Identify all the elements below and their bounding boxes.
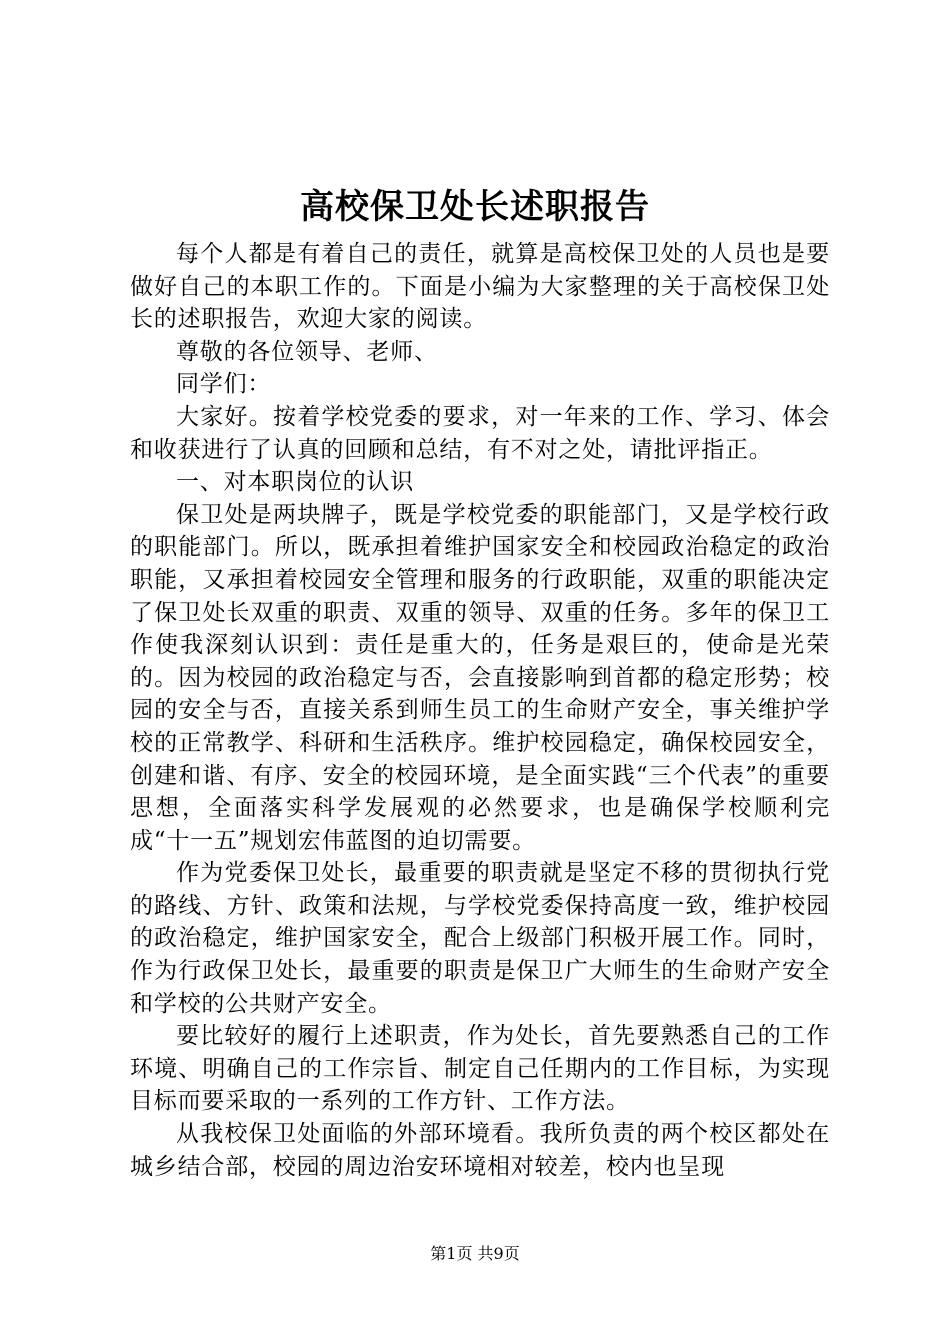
paragraph-greeting: 大家好。按着学校党委的要求，对一年来的工作、学习、体会和收获进行了认真的回顾和总结，有不对之处，请批评指正。 (130, 403, 830, 463)
paragraph-role-understanding: 保卫处是两块牌子，既是学校党委的职能部门，又是学校行政的职能部门。所以，既承担着维护国家安全和校园政治稳定的政治职能，又承担着校园安全管理和服务的行政职能，双重的职能决定了保卫处长双重的职责、双重的领导、双重的任务。多年的保卫工作使我深刻认识到：责任是重大的，任务是艰巨的，使命是光荣的。因为校园的政治稳定与否，会直接影响到首都的稳定形势；校园的安全与否，直接关系到师生员工的生命财产安全，事关维护学校的正常教学、科研和生活秩序。维护校园稳定，确保校园安全，创建和谐、有序、安全的校园环境，是全面实践“三个代表”的重要思想，全面落实科学发展观的必然要求，也是确保学校顺利完成“十一五”规划宏伟蓝图的迫切需要。 (130, 501, 830, 854)
document-title: 高校保卫处长述职报告 (300, 187, 650, 227)
page-footer: 第1页 共9页 (430, 1244, 520, 1263)
document-body (130, 238, 830, 1183)
paragraph-salutation-students: 同学们： (176, 371, 272, 398)
paragraph-fulfill-duties: 要比较好的履行上述职责，作为处长，首先要熟悉自己的工作环境、明确自己的工作宗旨、制定自己任期内的工作目标，为实现目标而要采取的一系列的工作方针、工作方法。 (130, 1023, 830, 1115)
section-heading-1: 一、对本职岗位的认识 (176, 469, 414, 496)
paragraph-intro: 每个人都是有着自己的责任，就算是高校保卫处的人员也是要做好自己的本职工作的。下面是小编为大家整理的关于高校保卫处长的述职报告，欢迎大家的阅读。 (130, 241, 830, 333)
paragraph-salutation: 尊敬的各位领导、老师、 (176, 338, 438, 365)
paragraph-external-environment: 从我校保卫处面临的外部环境看。我所负责的两个校区都处在城乡结合部，校园的周边治安环境相对较差，校内也呈现 (130, 1121, 830, 1180)
paragraph-responsibilities: 作为党委保卫处长，最重要的职责就是坚定不移的贯彻执行党的路线、方针、政策和法规，与学校党委保持高度一致，维护校园的政治稳定，维护国家安全，配合上级部门积极开展工作。同时，作为行政保卫处长，最重要的职责是保卫广大师生的生命财产安全和学校的公共财产安全。 (130, 860, 830, 1017)
